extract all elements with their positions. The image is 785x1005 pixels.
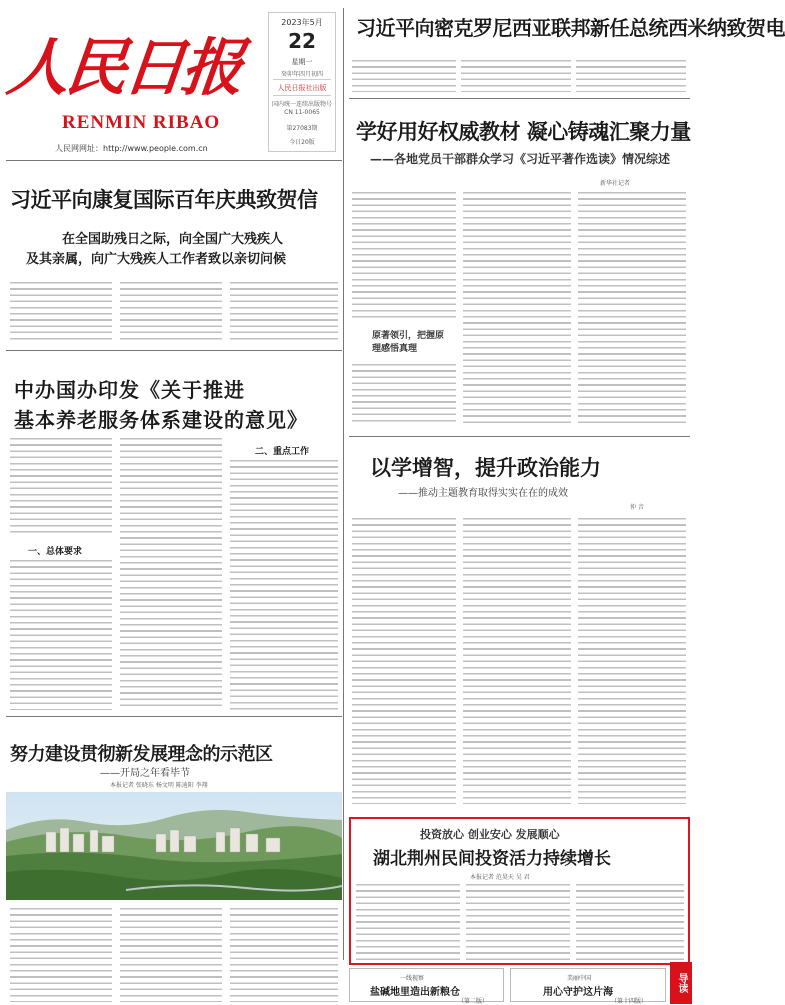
date-year-month: 2023年5月 — [281, 18, 323, 27]
guide-badge: 导读 — [670, 962, 692, 1004]
article-body — [10, 908, 112, 1002]
article-body — [463, 192, 571, 426]
subheadline-disability-2: 及其亲属，向广大残疾人工作者致以亲切问候 — [26, 252, 287, 267]
divider — [273, 79, 331, 80]
footer-preview-right[interactable] — [510, 968, 666, 1005]
divider — [273, 95, 331, 96]
byline-study: 新华社记者 — [600, 180, 631, 187]
article-body — [461, 60, 571, 92]
city-landscape-photo — [6, 792, 342, 900]
article-body — [10, 438, 112, 534]
article-body — [578, 518, 686, 804]
column-divider — [343, 8, 344, 960]
divider — [349, 98, 690, 99]
section-heading-1: 一、总体要求 — [28, 547, 83, 557]
date-box — [268, 12, 336, 152]
footer-preview-left[interactable] — [349, 968, 504, 1005]
article-body — [120, 438, 222, 710]
byline-theme-edu: 仲 音 — [630, 504, 644, 511]
footer-left-label: 一线视察 — [400, 975, 425, 982]
article-body — [352, 364, 456, 426]
article-body — [352, 60, 456, 92]
article-body — [120, 908, 222, 1002]
headline-bijie[interactable]: 努力建设贯彻新发展理念的示范区 — [10, 744, 273, 765]
footer-left-title[interactable]: 盐碱地里造出新粮仓 — [370, 987, 460, 998]
article-body — [230, 460, 338, 710]
article-body — [466, 884, 570, 960]
newspaper-pinyin: RENMIN RIBAO — [62, 112, 221, 133]
headline-elderly-line2[interactable]: 基本养老服务体系建设的意见》 — [14, 408, 308, 432]
footer-right-title[interactable]: 用心守护这片海 — [543, 987, 613, 998]
divider — [6, 350, 342, 351]
subheadline-theme-edu: ——推动主题教育取得实实在在的成效 — [398, 488, 568, 499]
date-lunar: 癸卯年四月初四 — [280, 71, 323, 78]
headline-elderly-line1[interactable]: 中办国办印发《关于推进 — [14, 378, 245, 402]
article-body — [230, 282, 338, 342]
headline-hubei[interactable]: 湖北荆州民间投资活力持续增长 — [373, 849, 611, 869]
article-body — [576, 60, 686, 92]
article-body — [356, 884, 460, 960]
article-body — [230, 908, 338, 1002]
article-body — [576, 884, 684, 960]
headline-disability[interactable]: 习近平向康复国际百年庆典致贺信 — [10, 188, 318, 212]
subheadline-study: ——各地党员干部群众学习《习近平著作选读》情况综述 — [370, 152, 671, 166]
divider — [349, 436, 690, 437]
headline-study[interactable]: 学好用好权威教材 凝心铸魂汇聚力量 — [356, 120, 691, 144]
divider — [6, 716, 342, 717]
publisher-label: 人民日报社出版 — [277, 84, 327, 92]
article-body — [10, 560, 112, 710]
subheadline-disability-1: 在全国助残日之际，向全国广大残疾人 — [62, 232, 284, 247]
date-day: 22 — [288, 29, 316, 53]
cn-number: CN 11-0065 — [284, 109, 320, 116]
article-body — [10, 282, 112, 342]
article-body — [578, 192, 686, 426]
page-count: 今日20版 — [289, 139, 315, 146]
section-heading-2: 二、重点工作 — [255, 447, 310, 457]
article-body — [352, 518, 456, 804]
footer-left-page: （第二版） — [458, 998, 489, 1005]
newspaper-logo: 人民日报 — [3, 31, 244, 104]
footer-right-label: 美丽中国 — [567, 975, 592, 982]
kicker-hubei: 投资放心 创业安心 发展顺心 — [420, 828, 560, 841]
footer-right-page: （第十四版） — [611, 998, 648, 1005]
byline-hubei: 本报记者 范昊天 吴 君 — [470, 874, 530, 881]
subheadline-bijie: ——开局之年看毕节 — [100, 768, 190, 779]
issue-number: 第27083期 — [286, 125, 318, 132]
article-body — [120, 282, 222, 342]
divider — [6, 160, 342, 161]
cn-label: 国内统一连续出版物号 — [271, 101, 332, 108]
headline-theme-edu[interactable]: 以学增智，提升政治能力 — [370, 456, 601, 480]
article-body — [352, 192, 456, 322]
article-body — [463, 518, 571, 804]
website-url[interactable]: 人民网网址：http://www.people.com.cn — [55, 144, 208, 153]
section-heading-study: 原著领引，把握原理感悟真理 — [372, 331, 445, 354]
date-weekday: 星期一 — [291, 58, 313, 66]
byline-bijie: 本报记者 张晓东 杨文明 陈迪阳 李翔 — [110, 782, 208, 789]
headline-micronesia[interactable]: 习近平向密克罗尼西亚联邦新任总统西米纳致贺电 — [356, 16, 785, 40]
